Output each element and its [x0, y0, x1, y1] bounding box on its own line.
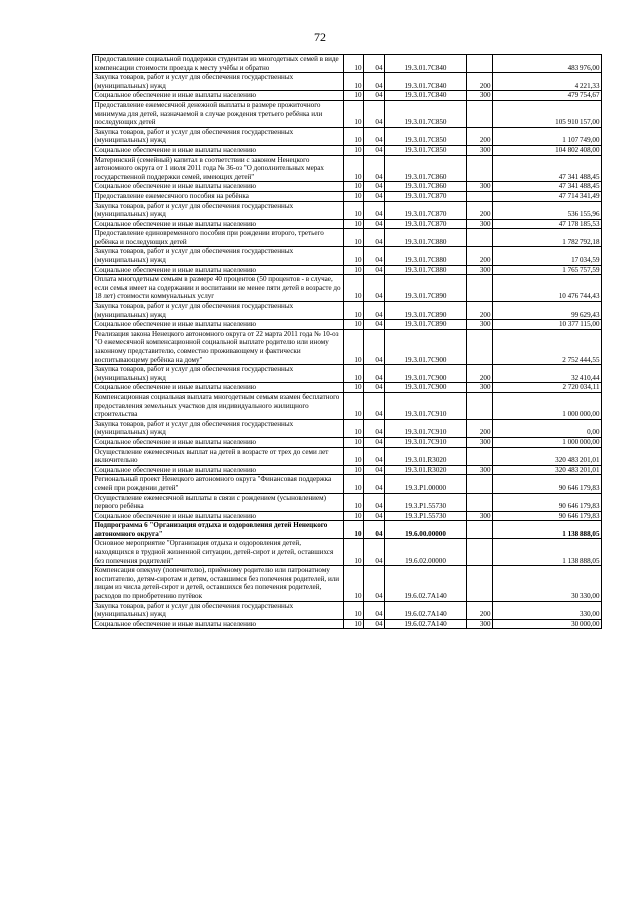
row-target-code: 19.3.01.7С890 [385, 320, 467, 330]
row-target-code: 19.3.01.7С850 [385, 145, 467, 155]
row-expense-type: 200 [467, 73, 493, 91]
row-name: Закупка товаров, работ и услуг для обеспечения государственных (муниципальных) нужд [93, 127, 344, 145]
table-row [93, 182, 602, 192]
row-expense-type [467, 566, 493, 601]
row-razdel: 10 [344, 73, 364, 91]
table-row [93, 365, 602, 383]
row-expense-type [467, 100, 493, 127]
row-amount: 47 178 185,53 [493, 219, 602, 229]
row-amount: 320 483 201,01 [493, 447, 602, 465]
row-podrazdel: 04 [364, 182, 385, 192]
row-amount: 4 221,33 [493, 73, 602, 91]
row-razdel: 10 [344, 229, 364, 247]
row-razdel: 10 [344, 437, 364, 447]
row-podrazdel: 04 [364, 320, 385, 330]
row-razdel: 10 [344, 465, 364, 475]
row-razdel: 10 [344, 91, 364, 101]
row-expense-type: 300 [467, 182, 493, 192]
row-target-code: 19.3.01.7С890 [385, 275, 467, 302]
table-row [93, 320, 602, 330]
row-razdel: 10 [344, 275, 364, 302]
row-razdel: 10 [344, 521, 364, 539]
row-amount: 47 341 488,45 [493, 182, 602, 192]
row-razdel: 10 [344, 493, 364, 511]
table-row [93, 247, 602, 265]
row-razdel: 10 [344, 182, 364, 192]
row-expense-type: 300 [467, 265, 493, 275]
row-podrazdel: 04 [364, 365, 385, 383]
row-amount: 320 483 201,01 [493, 465, 602, 475]
table-row [93, 465, 602, 475]
row-podrazdel: 04 [364, 392, 385, 419]
row-amount: 1 000 000,00 [493, 392, 602, 419]
table-row [93, 539, 602, 566]
row-target-code: 19.3.01.7С850 [385, 100, 467, 127]
table-row [93, 521, 602, 539]
row-amount: 90 646 179,83 [493, 511, 602, 521]
table-row [93, 392, 602, 419]
row-name: Предоставление ежемесячного пособия на ребёнка [93, 191, 344, 201]
table-row [93, 100, 602, 127]
row-name: Социальное обеспечение и иные выплаты населению [93, 91, 344, 101]
table-row [93, 419, 602, 437]
row-expense-type [467, 493, 493, 511]
row-target-code: 19.3.01.7С850 [385, 127, 467, 145]
row-expense-type: 300 [467, 219, 493, 229]
row-amount: 1 107 749,00 [493, 127, 602, 145]
row-name: Региональный проект Ненецкого автономного округа "Финансовая поддержка семей при рождении детей" [93, 475, 344, 493]
row-target-code: 19.3.P1.55730 [385, 511, 467, 521]
table-row [93, 437, 602, 447]
row-target-code: 19.3.01.7С870 [385, 219, 467, 229]
row-expense-type [467, 329, 493, 364]
row-target-code: 19.3.01.7С910 [385, 419, 467, 437]
table-row [93, 229, 602, 247]
row-podrazdel: 04 [364, 419, 385, 437]
row-podrazdel: 04 [364, 447, 385, 465]
table-row [93, 302, 602, 320]
row-razdel: 10 [344, 247, 364, 265]
row-name: Осуществление ежемесячных выплат на детей в возрасте от трех до семи лет включительно [93, 447, 344, 465]
row-podrazdel: 04 [364, 302, 385, 320]
row-name: Предоставление ежемесячной денежной выплаты в размере прожиточного минимума для детей, назначаемой в случае рождения третьего ребёнка или последующих детей [93, 100, 344, 127]
row-expense-type [467, 392, 493, 419]
row-target-code: 19.3.01.R3020 [385, 447, 467, 465]
row-razdel: 10 [344, 302, 364, 320]
row-amount: 1 138 888,05 [493, 521, 602, 539]
row-razdel: 10 [344, 265, 364, 275]
row-name: Материнский (семейный) капитал в соответствии с законом Ненецкого автономного округа от 1 июля 2011 года № 36-оз "О дополнительных мерах государственной поддержки семей, имеющих детей" [93, 155, 344, 182]
row-name: Социальное обеспечение и иные выплаты населению [93, 511, 344, 521]
row-name: Компенсация опекуну (попечителю), приёмному родителю или патронатному воспитателю, детям-сиротам и детям, оставшимся без попечения родителей, или лицам из числа детей-сирот и детей, оставшихся без попечения родителей, расходов по приобретению путёвок [93, 566, 344, 601]
row-amount: 104 802 408,00 [493, 145, 602, 155]
row-razdel: 10 [344, 201, 364, 219]
row-target-code: 19.3.P1.55730 [385, 493, 467, 511]
table-row [93, 511, 602, 521]
table-row [93, 329, 602, 364]
row-expense-type: 300 [467, 465, 493, 475]
row-podrazdel: 04 [364, 566, 385, 601]
row-podrazdel: 04 [364, 219, 385, 229]
row-podrazdel: 04 [364, 511, 385, 521]
row-expense-type: 200 [467, 365, 493, 383]
budget-table [92, 54, 602, 629]
table-row [93, 155, 602, 182]
row-target-code: 19.6.00.00000 [385, 521, 467, 539]
row-target-code: 19.6.02.7А140 [385, 619, 467, 629]
row-amount: 1 782 792,18 [493, 229, 602, 247]
table-row [93, 601, 602, 619]
row-amount: 47 341 488,45 [493, 155, 602, 182]
table-row [93, 145, 602, 155]
row-amount: 90 646 179,83 [493, 493, 602, 511]
row-name: Оплата многодетным семьям в размере 40 процентов (50 процентов - в случае, если семья имеет на содержании и воспитании не менее пяти детей в возрасте до 18 лет) стоимости коммунальных услуг [93, 275, 344, 302]
row-podrazdel: 04 [364, 493, 385, 511]
row-podrazdel: 04 [364, 601, 385, 619]
row-target-code: 19.3.01.7С870 [385, 191, 467, 201]
row-amount: 479 754,67 [493, 91, 602, 101]
row-podrazdel: 04 [364, 329, 385, 364]
table-row [93, 383, 602, 393]
row-podrazdel: 04 [364, 229, 385, 247]
row-expense-type [467, 521, 493, 539]
row-expense-type: 300 [467, 145, 493, 155]
row-target-code: 19.3.01.7С860 [385, 182, 467, 192]
row-amount: 32 410,44 [493, 365, 602, 383]
table-row [93, 55, 602, 73]
row-podrazdel: 04 [364, 55, 385, 73]
row-expense-type: 300 [467, 91, 493, 101]
row-name: Закупка товаров, работ и услуг для обеспечения государственных (муниципальных) нужд [93, 73, 344, 91]
row-expense-type [467, 475, 493, 493]
row-amount: 10 377 115,00 [493, 320, 602, 330]
row-expense-type [467, 55, 493, 73]
row-amount: 536 155,96 [493, 201, 602, 219]
row-name: Социальное обеспечение и иные выплаты населению [93, 145, 344, 155]
table-row [93, 73, 602, 91]
row-expense-type [467, 191, 493, 201]
row-amount: 330,00 [493, 601, 602, 619]
row-podrazdel: 04 [364, 155, 385, 182]
row-razdel: 10 [344, 100, 364, 127]
row-target-code: 19.6.02.7А140 [385, 566, 467, 601]
row-expense-type [467, 275, 493, 302]
table-row [93, 219, 602, 229]
row-name: Компенсационная социальная выплата многодетным семьям взамен бесплатного предоставления земельных участков для индивидуального жилищного строительства [93, 392, 344, 419]
row-amount: 99 629,43 [493, 302, 602, 320]
row-podrazdel: 04 [364, 475, 385, 493]
row-name: Закупка товаров, работ и услуг для обеспечения государственных (муниципальных) нужд [93, 302, 344, 320]
row-target-code: 19.3.01.7С840 [385, 91, 467, 101]
row-podrazdel: 04 [364, 191, 385, 201]
row-amount: 1 765 757,59 [493, 265, 602, 275]
row-name: Основное мероприятие "Организация отдыха и оздоровления детей, находящихся в трудной жизненной ситуации, детей-сирот и детей, оставшихся без попечения родителей" [93, 539, 344, 566]
row-razdel: 10 [344, 191, 364, 201]
table-row [93, 265, 602, 275]
row-name: Реализация закона Ненецкого автономного округа от 22 марта 2011 года № 10-оз "О ежемесячной компенсационной социальной выплате родителю или иному законному представителю, совместно проживающему и фактически воспитывающему ребёнка на дому" [93, 329, 344, 364]
row-podrazdel: 04 [364, 91, 385, 101]
row-target-code: 19.3.01.7С890 [385, 302, 467, 320]
row-podrazdel: 04 [364, 275, 385, 302]
row-name: Социальное обеспечение и иные выплаты населению [93, 182, 344, 192]
row-amount: 17 034,59 [493, 247, 602, 265]
row-name: Социальное обеспечение и иные выплаты населению [93, 383, 344, 393]
row-podrazdel: 04 [364, 247, 385, 265]
row-name: Социальное обеспечение и иные выплаты населению [93, 320, 344, 330]
row-razdel: 10 [344, 392, 364, 419]
row-target-code: 19.3.01.7С880 [385, 265, 467, 275]
row-name: Закупка товаров, работ и услуг для обеспечения государственных (муниципальных) нужд [93, 201, 344, 219]
row-razdel: 10 [344, 619, 364, 629]
row-podrazdel: 04 [364, 619, 385, 629]
row-target-code: 19.3.01.7С910 [385, 392, 467, 419]
table-row [93, 619, 602, 629]
row-expense-type: 200 [467, 127, 493, 145]
row-target-code: 19.3.01.R3020 [385, 465, 467, 475]
row-razdel: 10 [344, 219, 364, 229]
table-row [93, 475, 602, 493]
row-name: Закупка товаров, работ и услуг для обеспечения государственных (муниципальных) нужд [93, 419, 344, 437]
row-expense-type [467, 447, 493, 465]
table-row [93, 275, 602, 302]
row-amount: 30 330,00 [493, 566, 602, 601]
row-target-code: 19.3.01.7С880 [385, 229, 467, 247]
row-razdel: 10 [344, 475, 364, 493]
row-podrazdel: 04 [364, 201, 385, 219]
row-razdel: 10 [344, 145, 364, 155]
row-target-code: 19.3.01.7С840 [385, 73, 467, 91]
row-razdel: 10 [344, 383, 364, 393]
row-amount: 483 976,00 [493, 55, 602, 73]
row-target-code: 19.3.P1.00000 [385, 475, 467, 493]
row-name: Предоставление социальной поддержки студентам из многодетных семей в виде компенсации стоимости проезда к месту учёбы и обратно [93, 55, 344, 73]
row-target-code: 19.3.01.7С900 [385, 365, 467, 383]
row-amount: 30 000,00 [493, 619, 602, 629]
row-target-code: 19.3.01.7С900 [385, 329, 467, 364]
row-expense-type: 200 [467, 302, 493, 320]
row-target-code: 19.3.01.7С860 [385, 155, 467, 182]
row-expense-type: 200 [467, 419, 493, 437]
table-row [93, 91, 602, 101]
row-expense-type [467, 229, 493, 247]
row-name: Социальное обеспечение и иные выплаты населению [93, 219, 344, 229]
row-razdel: 10 [344, 511, 364, 521]
table-row [93, 566, 602, 601]
row-amount: 2 720 034,11 [493, 383, 602, 393]
row-amount: 1 138 888,05 [493, 539, 602, 566]
row-amount: 1 000 000,00 [493, 437, 602, 447]
row-target-code: 19.3.01.7С900 [385, 383, 467, 393]
row-podrazdel: 04 [364, 145, 385, 155]
row-expense-type: 300 [467, 437, 493, 447]
row-amount: 0,00 [493, 419, 602, 437]
row-amount: 2 752 444,55 [493, 329, 602, 364]
row-expense-type: 300 [467, 511, 493, 521]
row-expense-type [467, 539, 493, 566]
row-target-code: 19.6.02.00000 [385, 539, 467, 566]
row-podrazdel: 04 [364, 437, 385, 447]
row-target-code: 19.3.01.7С880 [385, 247, 467, 265]
table-row [93, 201, 602, 219]
row-name: Социальное обеспечение и иные выплаты населению [93, 265, 344, 275]
row-amount: 47 714 341,49 [493, 191, 602, 201]
row-name: Закупка товаров, работ и услуг для обеспечения государственных (муниципальных) нужд [93, 247, 344, 265]
row-expense-type: 200 [467, 247, 493, 265]
table-row [93, 127, 602, 145]
row-amount: 90 646 179,83 [493, 475, 602, 493]
row-razdel: 10 [344, 419, 364, 437]
budget-table-body [93, 55, 602, 629]
row-name: Закупка товаров, работ и услуг для обеспечения государственных (муниципальных) нужд [93, 601, 344, 619]
row-expense-type: 300 [467, 320, 493, 330]
row-razdel: 10 [344, 320, 364, 330]
row-razdel: 10 [344, 55, 364, 73]
row-amount: 105 910 157,00 [493, 100, 602, 127]
row-podrazdel: 04 [364, 100, 385, 127]
row-name: Осуществление ежемесячной выплаты в связи с рождением (усыновлением) первого ребёнка [93, 493, 344, 511]
row-razdel: 10 [344, 601, 364, 619]
table-row [93, 191, 602, 201]
row-target-code: 19.3.01.7С870 [385, 201, 467, 219]
row-podrazdel: 04 [364, 539, 385, 566]
row-expense-type: 200 [467, 201, 493, 219]
row-target-code: 19.3.01.7С840 [385, 55, 467, 73]
row-razdel: 10 [344, 539, 364, 566]
row-podrazdel: 04 [364, 73, 385, 91]
row-expense-type: 200 [467, 601, 493, 619]
row-expense-type: 300 [467, 619, 493, 629]
table-row [93, 493, 602, 511]
row-podrazdel: 04 [364, 127, 385, 145]
table-row [93, 447, 602, 465]
row-razdel: 10 [344, 329, 364, 364]
row-razdel: 10 [344, 447, 364, 465]
row-razdel: 10 [344, 127, 364, 145]
row-name: Социальное обеспечение и иные выплаты населению [93, 465, 344, 475]
row-razdel: 10 [344, 155, 364, 182]
row-name: Социальное обеспечение и иные выплаты населению [93, 619, 344, 629]
row-podrazdel: 04 [364, 383, 385, 393]
row-razdel: 10 [344, 365, 364, 383]
row-target-code: 19.3.01.7С910 [385, 437, 467, 447]
page-number: 72 [314, 30, 326, 44]
row-amount: 10 476 744,43 [493, 275, 602, 302]
row-expense-type: 300 [467, 383, 493, 393]
row-target-code: 19.6.02.7А140 [385, 601, 467, 619]
row-podrazdel: 04 [364, 265, 385, 275]
row-podrazdel: 04 [364, 465, 385, 475]
row-podrazdel: 04 [364, 521, 385, 539]
row-name: Подпрограмма 6 "Организация отдыха и оздоровления детей Ненецкого автономного округа" [93, 521, 344, 539]
row-name: Социальное обеспечение и иные выплаты населению [93, 437, 344, 447]
row-expense-type [467, 155, 493, 182]
row-name: Предоставление единовременного пособия при рождении второго, третьего ребёнка и последующих детей [93, 229, 344, 247]
row-razdel: 10 [344, 566, 364, 601]
row-name: Закупка товаров, работ и услуг для обеспечения государственных (муниципальных) нужд [93, 365, 344, 383]
